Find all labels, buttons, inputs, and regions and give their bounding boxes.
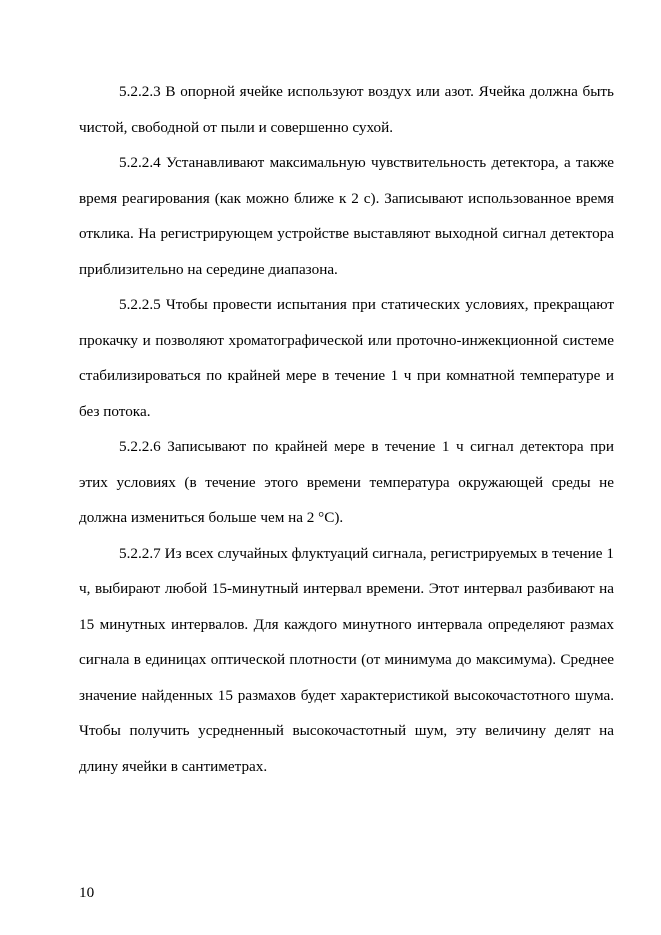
paragraph-5-2-2-3: 5.2.2.3 В опорной ячейке используют воздух или азот. Ячейка должна быть чистой, свободной от пыли и совершенно сухой. [79,83,614,136]
paragraph-5-2-2-4: 5.2.2.4 Устанавливают максимальную чувствительность детектора, а также время реагирования (как можно ближе к 2 с). Записывают использованное время отклика. На регистрирующем устройстве выставляют выходной сигнал детектора приблизительно на середине диапазона. [79,154,614,278]
paragraph-5-2-2-5: 5.2.2.5 Чтобы провести испытания при статических условиях, прекращают прокачку и позволяют хроматографической или проточно-инжекционной системе стабилизироваться по крайней мере в течение 1 ч при комнатной температуре и без потока. [79,296,614,420]
page-number: 10 [79,884,95,901]
paragraph-5-2-2-7: 5.2.2.7 Из всех случайных флуктуаций сигнала, регистрируемых в течение 1 ч, выбирают любой 15-минутный интервал времени. Этот интервал разбивают на 15 минутных интервалов. Для каждого минутного интервала определяют размах сигнала в единицах оптической плотности (от минимума до максимума). Среднее значение найденных 15 размахов будет характеристикой высокочастотного шума. Чтобы получить усредненный высокочастотный шум, эту величину делят на длину ячейки в сантиметрах. [79,544,614,775]
body-text [79,74,614,784]
paragraph-5-2-2-6: 5.2.2.6 Записывают по крайней мере в течение 1 ч сигнал детектора при этих условиях (в течение этого времени температура окружающей среды не должна измениться больше чем на 2 °С). [79,438,614,526]
